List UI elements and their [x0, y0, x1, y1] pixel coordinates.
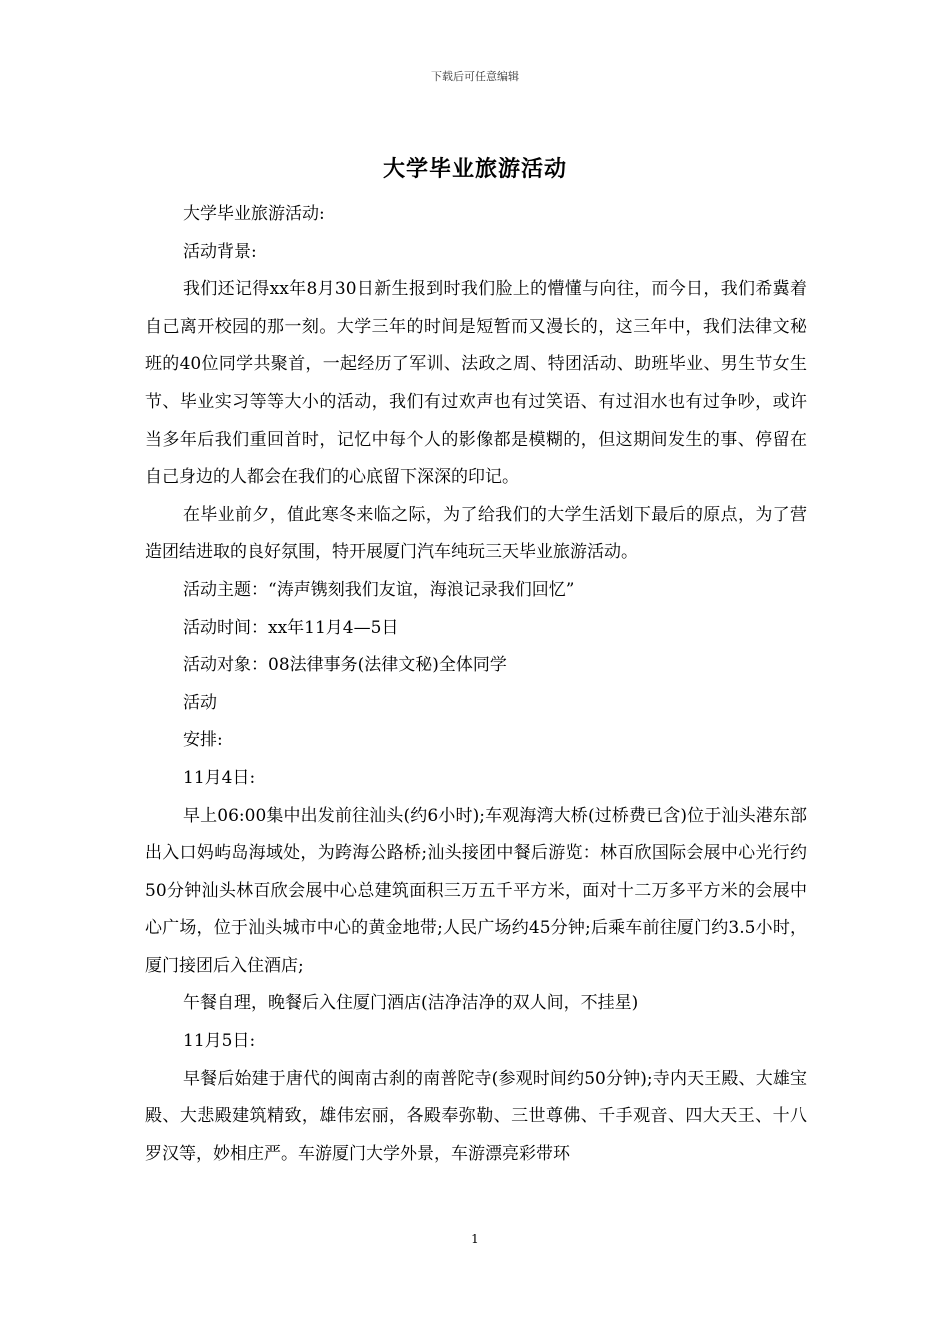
paragraph: 午餐自理，晚餐后入住厦门酒店(洁净洁净的双人间，不挂星) [183, 993, 639, 1014]
document-title: 大学毕业旅游活动 [382, 157, 567, 182]
paragraph: 我们还记得xx年8月30日新生报到时我们脸上的懵懂与向往，而今日，我们希冀着自己离开校园的那一刻。大学三年的时间是短暂而又漫长的，这三年中，我们法律文秘班的40位同学共聚首，一起经历了军训、法政之周、特团活动、助班毕业、男生节女生节、毕业实习等等大小的活动，我们有过欢声也有过笑语、有过泪水也有过争吵，或许当多年后我们重回首时，记忆中每个人的影像都是模糊的，但这期间发生的事、停留在自己身边的人都会在我们的心底留下深深的印记。 [145, 279, 807, 488]
header-note: 下载后可任意编辑 [431, 70, 519, 83]
paragraph: 活动 [183, 692, 217, 713]
paragraph: 安排: [183, 730, 223, 751]
page-number: 1 [471, 1232, 479, 1246]
document-body [145, 196, 807, 1173]
paragraph: 早餐后始建于唐代的闽南古刹的南普陀寺(参观时间约50分钟);寺内天王殿、大雄宝殿、大悲殿建筑精致，雄伟宏丽，各殿奉弥勒、三世尊佛、千手观音、四大天王、十八罗汉等，妙相庄严。车游厦门大学外景，车游漂亮彩带环 [145, 1068, 807, 1164]
paragraph: 11月4日: [183, 767, 256, 788]
paragraph: 早上06:00集中出发前往汕头(约6小时);车观海湾大桥(过桥费已含)位于汕头港东部出入口妈屿岛海域处，为跨海公路桥;汕头接团中餐后游览：林百欣国际会展中心光行约50分钟汕头林百欣会展中心总建筑面积三万五千平方米，面对十二万多平方米的会展中心广场，位于汕头城市中心的黄金地带;人民广场约45分钟;后乘车前往厦门约3.5小时，厦门接团后入住酒店; [145, 805, 807, 976]
paragraph: 活动对象：08法律事务(法律文秘)全体同学 [183, 655, 507, 676]
paragraph: 活动背景: [183, 241, 257, 262]
paragraph: 大学毕业旅游活动: [183, 204, 325, 224]
paragraph: 11月5日: [183, 1031, 256, 1052]
paragraph: 在毕业前夕，值此寒冬来临之际，为了给我们的大学生活划下最后的原点，为了营造团结进取的良好氛围，特开展厦门汽车纯玩三天毕业旅游活动。 [145, 504, 807, 563]
paragraph: 活动时间：xx年11月4—5日 [183, 617, 399, 638]
paragraph: 活动主题：“涛声镌刻我们友谊，海浪记录我们回忆” [183, 579, 575, 600]
